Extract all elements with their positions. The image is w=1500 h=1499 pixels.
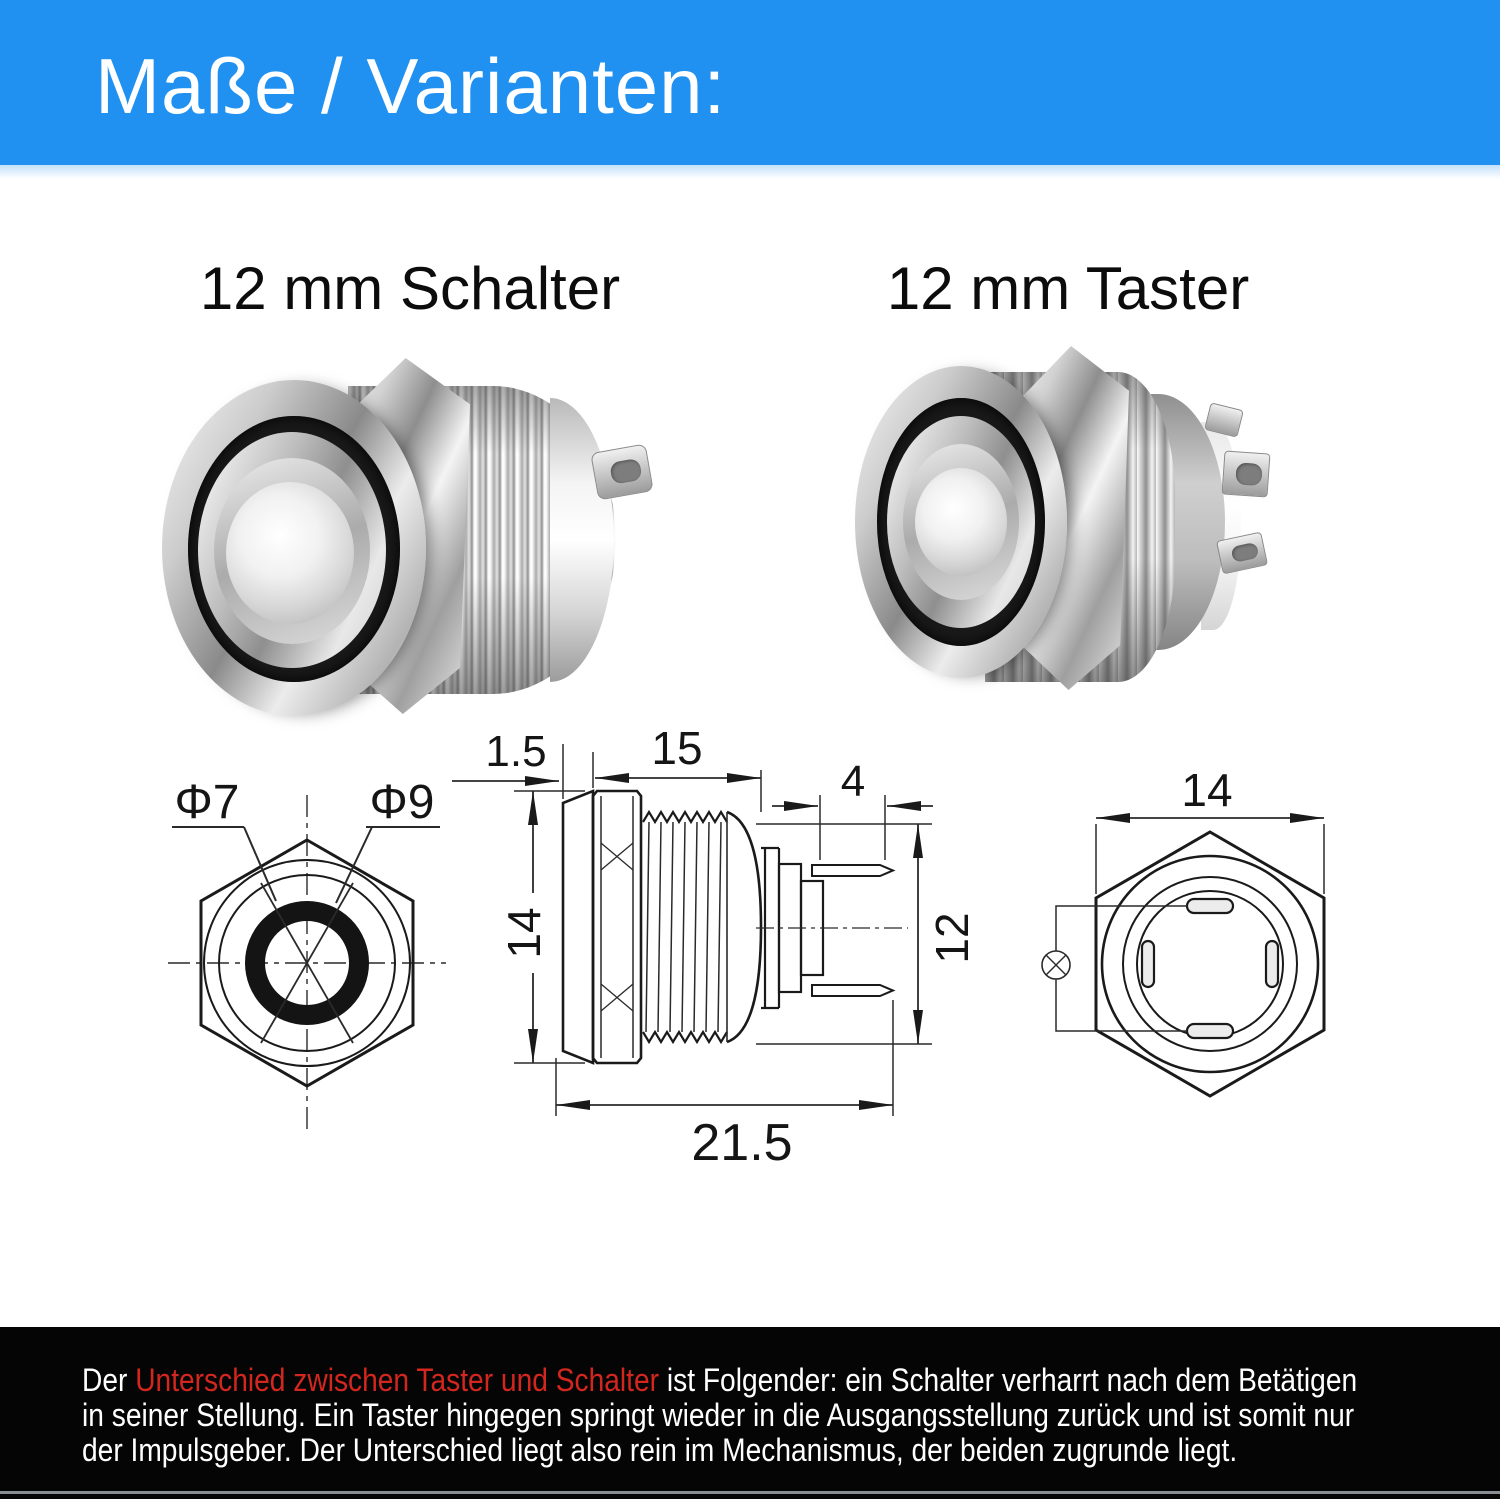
side-view xyxy=(452,722,978,1172)
terminal-hole xyxy=(1235,462,1262,486)
rear-slot-bottom xyxy=(1187,1024,1233,1038)
technical-drawing xyxy=(0,690,1500,1310)
footer-bottom-strip xyxy=(0,1491,1500,1494)
footer-explanation-bar xyxy=(0,1327,1500,1499)
explanation-text xyxy=(82,1363,1446,1468)
rear-slot-right xyxy=(1266,941,1278,987)
taster-terminal-mid xyxy=(1222,450,1271,497)
rear-view xyxy=(1042,764,1324,1096)
line3: der Impulsgeber. Der Unterschied liegt also rein im Mechanismus, der beiden zugrunde liegt. xyxy=(82,1432,1238,1468)
line1-prefix: Der xyxy=(82,1362,136,1398)
variant-label-schalter: 12 mm Schalter xyxy=(199,255,621,322)
taster-photo xyxy=(855,342,1265,694)
terminal-hole xyxy=(609,458,642,485)
dim-total-length-label: 21.5 xyxy=(691,1114,793,1172)
line2: in seiner Stellung. Ein Taster hingegen springt wieder in die Ausgangsstellung zurück und ist somit nur xyxy=(82,1397,1355,1433)
dim-lip-label: 1.5 xyxy=(485,727,547,776)
dim-rear-width-label: 14 xyxy=(1181,764,1233,816)
schalter-solder-terminal xyxy=(590,444,653,501)
line1-suffix: ist Folgender: ein Schalter verharrt nach dem Betätigen xyxy=(659,1362,1358,1398)
terminal-hole xyxy=(1231,542,1260,563)
dim-thread-length-label: 15 xyxy=(651,722,703,774)
taster-cap-head xyxy=(915,468,1007,576)
rear-slot-left xyxy=(1142,941,1154,987)
schalter-cap-face xyxy=(226,482,354,624)
page-title: Maße / Varianten: xyxy=(95,42,727,130)
dim-pin-width-label: 4 xyxy=(840,757,866,806)
lamp-symbol-icon xyxy=(1042,951,1070,979)
schalter-photo xyxy=(162,352,682,722)
variant-label-taster: 12 mm Taster xyxy=(886,255,1250,322)
dim-height-label: 14 xyxy=(498,907,551,959)
dim-dia7-label: Φ7 xyxy=(174,776,240,829)
schalter-rear-band xyxy=(550,398,614,682)
rear-slot-top xyxy=(1187,899,1233,913)
front-view xyxy=(168,776,446,1131)
line1-highlight: Unterschied zwischen Taster und Schalter xyxy=(135,1362,660,1398)
dim-body-height-label: 12 xyxy=(926,912,979,964)
header-banner xyxy=(0,0,1500,165)
dim-dia9-label: Φ9 xyxy=(369,776,435,829)
